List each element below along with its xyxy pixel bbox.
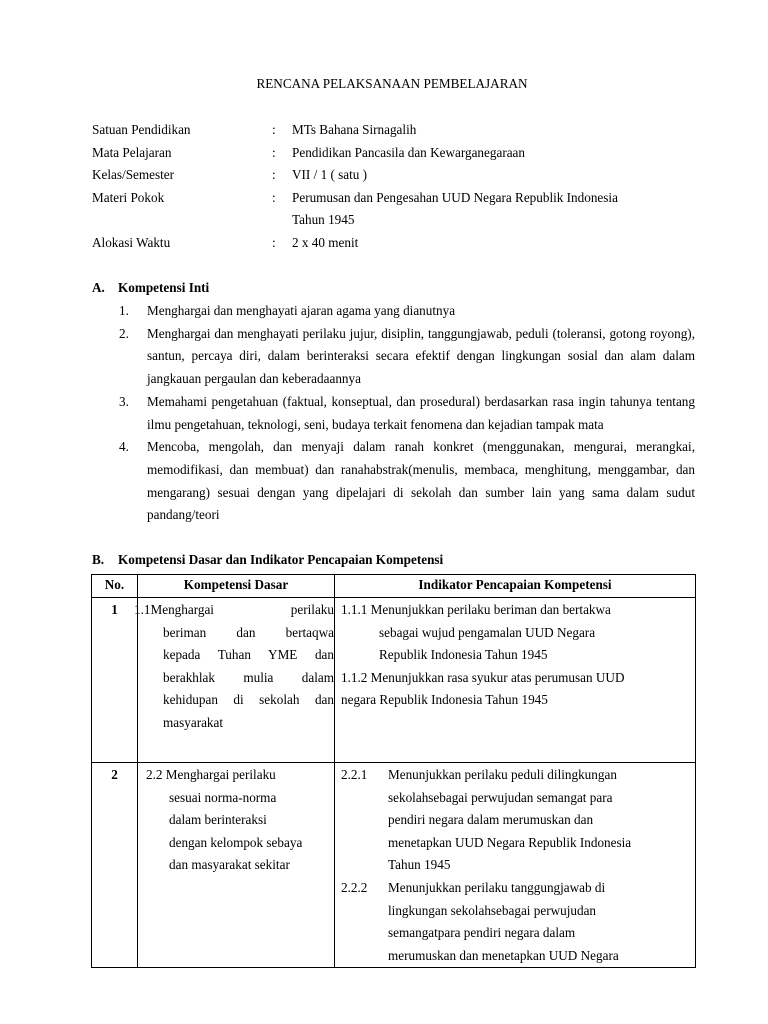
info-row-materi-pokok: [92, 187, 702, 232]
list-item-text: Memahami pengetahuan (faktual, konseptual, dan prosedural) berdasarkan rasa ingin tahunya tentang ilmu pengetahuan, teknologi, seni, budaya terkait fenomena dan kejadian tampak mata: [147, 393, 695, 432]
info-value: [292, 187, 618, 232]
info-row-alokasi-waktu: [92, 232, 702, 255]
indikator-cell: [335, 763, 696, 968]
info-row-mata-pelajaran: [92, 142, 702, 165]
ipk-code: 2.2.2: [341, 879, 368, 895]
ipk-code: 2.2.1: [341, 767, 368, 782]
info-colon: :: [272, 189, 276, 205]
kd-line: dengan kelompok sebaya: [169, 834, 303, 850]
info-value: MTs Bahana Sirnagalih: [292, 122, 417, 137]
list-item: [92, 436, 695, 527]
list-item: [92, 391, 695, 436]
header-no: No.: [92, 575, 138, 598]
kompetensi-inti-list: [92, 300, 695, 527]
kd-line: 2.2 Menghargai perilaku: [146, 767, 276, 782]
section-b-heading: [92, 552, 443, 568]
info-label: Mata Pelajaran: [92, 144, 172, 160]
ipk-line: Republik Indonesia Tahun 1945: [379, 647, 548, 663]
kd-text: 1.1Menghargai: [134, 602, 214, 617]
info-colon: :: [272, 167, 276, 183]
info-value: 2 x 40 menit: [292, 234, 359, 250]
ipk-entry: [341, 764, 695, 877]
section-letter: A.: [92, 280, 105, 295]
section-title: Kompetensi Dasar dan Indikator Pencapaian Kompetensi: [118, 552, 444, 567]
info-label: Materi Pokok: [92, 189, 165, 205]
info-colon: :: [272, 234, 276, 250]
table-row: [92, 598, 696, 763]
section-letter: B.: [92, 552, 105, 567]
kompetensi-dasar-cell: [138, 763, 335, 968]
kd-line: kepada Tuhan YME dan: [163, 647, 334, 663]
ipk-line: lingkungan sekolahsebagai perwujudan: [388, 902, 597, 918]
ipk-line: pendiri negara dalam merumuskan dan: [388, 812, 594, 828]
info-label: Satuan Pendidikan: [92, 122, 191, 137]
section-a-heading: [92, 280, 209, 296]
list-item-text: Mencoba, mengolah, dan menyaji dalam ranah konkret (menggunakan, mengurai, merangkai, memodifikasi, dan membuat) dan ranahabstrak(menulis, membaca, menghitung, menggambar, dan mengarang) sesuai dengan yang dipelajari di sekolah dan sumber lain yang sama dalam sudut pandang/teori: [147, 439, 695, 523]
list-item-number: 4.: [119, 439, 129, 455]
list-item-number: 3.: [119, 393, 129, 409]
indikator-cell: [335, 598, 696, 763]
ipk-line: Menunjukkan perilaku tanggungjawab di: [388, 879, 606, 895]
identity-block: [92, 119, 702, 255]
list-item: [92, 300, 695, 323]
list-item-text: Menghargai dan menghayati ajaran agama yang dianutnya: [147, 303, 456, 318]
info-row-satuan-pendidikan: [92, 119, 702, 142]
kd-line: sesuai norma-norma: [169, 789, 277, 805]
kd-line: dan masyarakat sekitar: [169, 857, 290, 873]
ipk-line: Menunjukkan perilaku peduli dilingkungan: [388, 767, 617, 782]
info-value-line-2: Tahun 1945: [292, 212, 355, 228]
ipk-line: semangatpara pendiri negara dalam: [388, 925, 576, 941]
info-value-line-1: Perumusan dan Pengesahan UUD Negara Republik Indonesia: [292, 189, 618, 205]
ipk-line: sebagai wujud pengamalan UUD Negara: [379, 624, 596, 640]
section-title: Kompetensi Inti: [118, 280, 210, 295]
table-header-row: [92, 575, 696, 598]
kd-line: kehidupan di sekolah dan: [163, 692, 334, 708]
info-label: Alokasi Waktu: [92, 234, 171, 250]
info-label: Kelas/Semester: [92, 167, 175, 183]
kd-line: dalam berinteraksi: [169, 812, 267, 828]
ipk-line: merumuskan dan menetapkan UUD Negara: [388, 947, 619, 963]
ipk-line: 1.1.2 Menunjukkan rasa syukur atas perumusan UUD: [341, 669, 625, 685]
table-row: [92, 763, 696, 968]
list-item-number: 2.: [119, 325, 129, 341]
ipk-line: sekolahsebagai perwujudan semangat para: [388, 789, 613, 805]
list-item-text: Menghargai dan menghayati perilaku jujur, disiplin, tanggungjawab, peduli (toleransi, gotong royong), santun, percaya diri, dalam berinteraksi secara efektif dengan lingkungan sosial dan alam dalam jangkauan pergaulan dan keberadaannya: [147, 325, 695, 387]
info-row-kelas-semester: [92, 164, 702, 187]
kd-first-line: [134, 599, 334, 622]
info-colon: :: [272, 122, 276, 137]
list-item: [92, 323, 695, 391]
ipk-line: negara Republik Indonesia Tahun 1945: [341, 692, 548, 708]
kompetensi-dasar-cell: [134, 598, 335, 763]
info-value: VII / 1 ( satu ): [292, 167, 368, 183]
document-title: RENCANA PELAKSANAAN PEMBELAJARAN: [256, 76, 528, 91]
row-number: 2: [92, 763, 138, 968]
list-item-number: 1.: [119, 303, 129, 318]
ipk-line: Tahun 1945: [388, 857, 451, 873]
info-value: Pendidikan Pancasila dan Kewarganegaraan: [292, 144, 526, 160]
header-indikator: Indikator Pencapaian Kompetensi: [335, 575, 696, 598]
header-kompetensi-dasar: Kompetensi Dasar: [138, 575, 335, 598]
kd-line: berakhlak mulia dalam: [163, 669, 334, 685]
kompetensi-table: [91, 574, 696, 968]
row-number: 1: [92, 598, 138, 763]
ipk-entry: [341, 877, 695, 967]
info-colon: :: [272, 144, 276, 160]
kd-line: masyarakat: [163, 714, 224, 730]
ipk-line: 1.1.1 Menunjukkan perilaku beriman dan bertakwa: [341, 602, 611, 617]
ipk-line: menetapkan UUD Negara Republik Indonesia: [388, 834, 632, 850]
kd-text: perilaku: [290, 602, 334, 617]
kd-line: beriman dan bertaqwa: [163, 624, 334, 640]
